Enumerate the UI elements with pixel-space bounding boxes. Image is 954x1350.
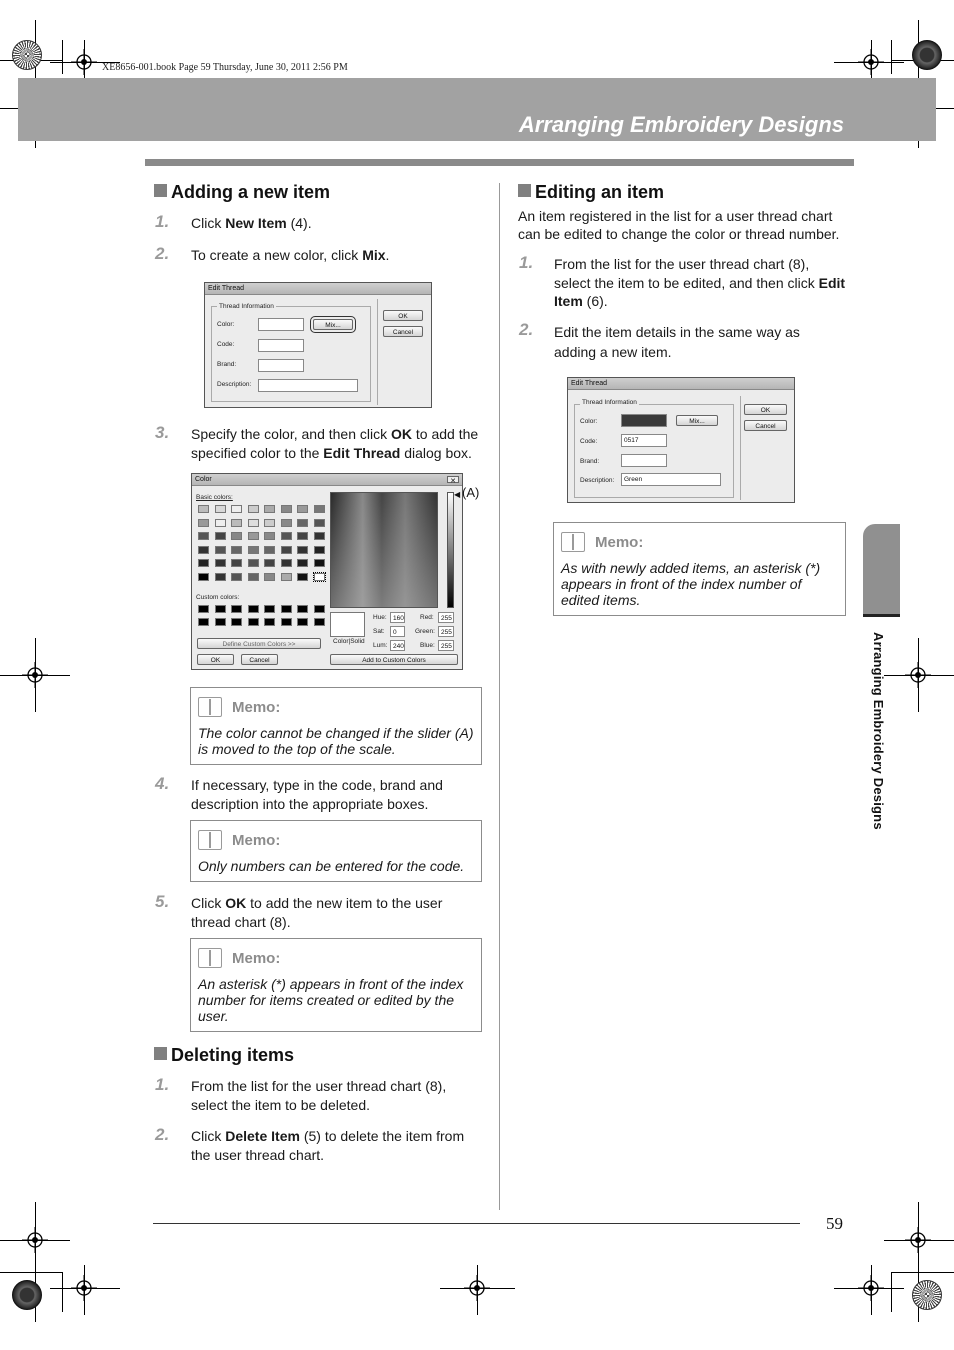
header-title: Arranging Embroidery Designs (518, 112, 844, 137)
edit-thread-dialog (567, 377, 795, 503)
color-swatch[interactable] (297, 505, 308, 513)
color-swatch[interactable] (231, 546, 242, 554)
step-number: 1. (155, 212, 170, 231)
custom-color-swatch[interactable] (297, 605, 308, 613)
color-swatch[interactable] (198, 546, 209, 554)
header-rule (145, 159, 854, 166)
memo-header (561, 531, 643, 553)
step-number: 2. (155, 1125, 170, 1144)
step-text: From the list for the user thread chart (8), select the item to be deleted. (191, 1078, 447, 1113)
crop-mark (891, 1272, 892, 1312)
square-bullet-icon (154, 184, 167, 197)
color-swatch[interactable] (264, 532, 275, 540)
color-preview (330, 612, 365, 637)
color-swatch[interactable] (314, 559, 325, 567)
cancel-button[interactable]: Cancel (383, 326, 423, 337)
section-heading-adding (154, 182, 330, 203)
printer-info: XE8656-001.book Page 59 Thursday, June 30, 2011 2:56 PM (102, 62, 348, 73)
crosshair-icon (905, 1227, 931, 1253)
color-swatch[interactable] (198, 573, 209, 581)
mix-button[interactable]: Mix... (676, 415, 718, 426)
lum-field[interactable]: 240 (390, 640, 405, 651)
section-heading-text: Deleting items (171, 1045, 295, 1065)
step-number: 3. (155, 423, 170, 442)
color-swatch[interactable] (281, 573, 292, 581)
color-swatch[interactable] (215, 559, 226, 567)
add-to-custom-colors-button[interactable]: Add to Custom Colors (330, 654, 458, 665)
book-icon (561, 532, 585, 552)
color-swatch[interactable] (248, 519, 259, 527)
color-swatch[interactable] (231, 532, 242, 540)
page-number: 59 (826, 1214, 843, 1233)
registration-ring-icon (12, 40, 42, 70)
green-field[interactable]: 255 (438, 626, 454, 637)
custom-color-swatch[interactable] (215, 618, 226, 626)
crosshair-icon (464, 1275, 490, 1301)
section-heading-deleting (154, 1045, 294, 1066)
code-field[interactable] (258, 339, 304, 352)
brand-field[interactable] (621, 454, 667, 467)
custom-color-swatch[interactable] (231, 605, 242, 613)
custom-color-swatch[interactable] (215, 605, 226, 613)
sat-label: Sat: (373, 628, 385, 635)
crosshair-icon (71, 49, 97, 75)
description-field[interactable] (258, 379, 358, 392)
color-swatch[interactable] (215, 505, 226, 513)
blue-label: Blue: (420, 642, 435, 649)
step-text: To create a new color, click Mix. (191, 247, 390, 263)
red-label: Red: (420, 614, 434, 621)
memo-label: Memo: (232, 831, 281, 849)
color-label: Color: (580, 418, 598, 425)
color-swatch[interactable] (231, 505, 242, 513)
memo-label: Memo: (232, 949, 281, 967)
custom-color-swatch[interactable] (314, 605, 325, 613)
code-label: Code: (580, 438, 598, 445)
color-swatch[interactable] (248, 559, 259, 567)
color-swatch[interactable] (314, 546, 325, 554)
memo-text: An asterisk (*) appears in front of the index number for items created or edited by the user. (198, 976, 464, 1024)
registration-ring-icon (912, 40, 942, 70)
footer-rule (153, 1223, 800, 1224)
color-swatch[interactable] (215, 546, 226, 554)
crosshair-icon (905, 662, 931, 688)
custom-color-swatch[interactable] (198, 618, 209, 626)
crop-mark (891, 40, 892, 74)
color-swatch[interactable] (281, 505, 292, 513)
crosshair-icon (71, 1275, 97, 1301)
custom-colors-label: Custom colors: (196, 594, 240, 601)
chapter-side-label: Arranging Embroidery Designs (871, 632, 886, 830)
brand-label: Brand: (217, 361, 237, 368)
section-heading-editing (518, 182, 664, 203)
step-text: Click New Item (4). (191, 215, 312, 231)
color-swatch[interactable] (281, 519, 292, 527)
step-text: If necessary, type in the code, brand and description into the appropriate boxes. (191, 777, 443, 812)
code-field[interactable]: 0517 (621, 434, 667, 447)
chapter-side-tab (863, 524, 900, 617)
registration-ring-icon (12, 1280, 42, 1310)
luminance-slider[interactable] (447, 492, 454, 608)
memo-text: Only numbers can be entered for the code. (198, 858, 465, 874)
crop-mark (891, 1272, 954, 1273)
color-swatch[interactable] (248, 532, 259, 540)
color-swatch[interactable] (198, 559, 209, 567)
close-icon[interactable]: ✕ (447, 476, 459, 483)
code-label: Code: (217, 341, 235, 348)
custom-color-swatch[interactable] (281, 605, 292, 613)
group-label: Thread Information (582, 399, 637, 406)
color-swatch[interactable] (314, 573, 325, 581)
color-swatch[interactable] (264, 559, 275, 567)
memo-label: Memo: (232, 698, 281, 716)
book-icon (198, 948, 222, 968)
color-swatch[interactable] (248, 573, 259, 581)
color-field[interactable] (258, 318, 304, 331)
section-heading-text: Editing an item (535, 182, 665, 202)
dialog-title: Edit Thread (205, 283, 431, 295)
color-swatch[interactable] (281, 546, 292, 554)
custom-color-swatch[interactable] (248, 618, 259, 626)
color-swatch[interactable] (297, 546, 308, 554)
color-swatch[interactable] (215, 573, 226, 581)
custom-color-swatch[interactable] (264, 618, 275, 626)
memo-header (198, 947, 280, 969)
memo-box (190, 820, 482, 882)
memo-box (190, 687, 482, 765)
memo-text: As with newly added items, an asterisk (*) appears in front of the index number of edited items. (561, 560, 821, 608)
color-swatch[interactable] (231, 573, 242, 581)
book-icon (198, 697, 222, 717)
step-number: 5. (155, 892, 170, 911)
crop-mark (62, 1272, 63, 1312)
color-swatch[interactable] (281, 559, 292, 567)
color-swatch[interactable] (248, 546, 259, 554)
color-swatch[interactable] (215, 519, 226, 527)
step-text: From the list for the user thread chart (8), select the item to be edited, and then click Edit Item (6). (554, 256, 846, 309)
color-swatch[interactable] (264, 519, 275, 527)
color-swatch[interactable] (215, 532, 226, 540)
square-bullet-icon (154, 1047, 167, 1060)
step-text: Edit the item details in the same way as adding a new item. (554, 324, 800, 360)
cancel-button[interactable]: Cancel (744, 420, 787, 431)
color-swatch[interactable] (314, 519, 325, 527)
edit-thread-dialog (204, 282, 432, 408)
color-label: Color: (217, 321, 235, 328)
step-number: 2. (519, 320, 534, 339)
ok-button[interactable]: OK (744, 404, 787, 415)
description-label: Description: (580, 477, 615, 484)
custom-color-swatch[interactable] (198, 605, 209, 613)
custom-color-swatch[interactable] (231, 618, 242, 626)
color-spectrum[interactable] (330, 492, 438, 608)
color-swatch[interactable] (231, 559, 242, 567)
dialog-title: Color ✕ (192, 474, 462, 486)
memo-box (553, 522, 846, 616)
color-swatch[interactable] (198, 519, 209, 527)
color-swatch[interactable] (264, 505, 275, 513)
green-label: Green: (415, 628, 435, 635)
define-custom-colors-button[interactable]: Define Custom Colors >> (197, 638, 321, 649)
memo-header (198, 696, 280, 718)
registration-ring-icon (912, 1280, 942, 1310)
hue-field[interactable]: 160 (390, 612, 405, 623)
section-heading-text: Adding a new item (171, 182, 331, 202)
group-label: Thread Information (219, 303, 274, 310)
color-swatch[interactable] (314, 532, 325, 540)
blue-field[interactable]: 255 (438, 640, 454, 651)
memo-text: The color cannot be changed if the slider (A) is moved to the top of the scale. (198, 725, 474, 757)
color-swatch[interactable] (198, 505, 209, 513)
color-solid-label: Color|Solid (333, 638, 365, 645)
step-number: 1. (155, 1075, 170, 1094)
color-swatch[interactable] (281, 532, 292, 540)
slider-callout: (A) (462, 485, 480, 500)
memo-box (190, 938, 482, 1032)
color-swatch[interactable] (297, 519, 308, 527)
step-number: 2. (155, 244, 170, 263)
slider-arrow-icon[interactable]: ◀ (454, 490, 461, 499)
crop-mark (62, 40, 63, 74)
crosshair-icon (22, 662, 48, 688)
mix-button[interactable]: Mix... (313, 319, 353, 330)
basic-colors-label: Basic colors: (196, 494, 233, 501)
custom-color-swatch[interactable] (248, 605, 259, 613)
dialog-title: Edit Thread (568, 378, 794, 390)
color-swatch[interactable] (264, 573, 275, 581)
memo-label: Memo: (595, 533, 644, 551)
description-field[interactable]: Green (621, 473, 721, 486)
cancel-button[interactable]: Cancel (241, 654, 278, 665)
intro-text: An item registered in the list for a user thread chart can be edited to change the color or thread number. (518, 208, 840, 242)
hue-label: Hue: (373, 614, 387, 621)
color-swatch[interactable] (297, 573, 308, 581)
ok-button[interactable]: OK (383, 310, 423, 321)
crop-mark (0, 1272, 62, 1273)
step-number: 4. (155, 774, 170, 793)
square-bullet-icon (518, 184, 531, 197)
color-swatch[interactable] (297, 532, 308, 540)
custom-color-swatch[interactable] (264, 605, 275, 613)
color-swatch[interactable] (198, 532, 209, 540)
step-text: Specify the color, and then click OK to add the specified color to the Edit Thread dialog box. (191, 426, 479, 461)
ok-button[interactable]: OK (197, 654, 234, 665)
lum-label: Lum: (373, 642, 388, 649)
crosshair-icon (858, 49, 884, 75)
step-text: Click OK to add the new item to the user thread chart (8). (191, 895, 443, 930)
color-field[interactable] (621, 414, 667, 427)
book-icon (198, 830, 222, 850)
memo-header (198, 829, 280, 851)
description-label: Description: (217, 381, 252, 388)
color-dialog (191, 473, 463, 670)
column-divider (499, 183, 500, 1210)
color-swatch[interactable] (231, 519, 242, 527)
color-swatch[interactable] (264, 546, 275, 554)
crosshair-icon (22, 1227, 48, 1253)
brand-label: Brand: (580, 458, 600, 465)
crosshair-icon (858, 1275, 884, 1301)
step-number: 1. (519, 253, 534, 272)
color-swatch[interactable] (297, 559, 308, 567)
custom-color-swatch[interactable] (297, 618, 308, 626)
brand-field[interactable] (258, 359, 304, 372)
sat-field[interactable]: 0 (390, 626, 405, 637)
color-swatch[interactable] (248, 505, 259, 513)
red-field[interactable]: 255 (438, 612, 454, 623)
custom-color-swatch[interactable] (281, 618, 292, 626)
step-text: Click Delete Item (5) to delete the item from the user thread chart. (191, 1128, 465, 1163)
custom-color-swatch[interactable] (314, 618, 325, 626)
color-swatch[interactable] (314, 505, 325, 513)
